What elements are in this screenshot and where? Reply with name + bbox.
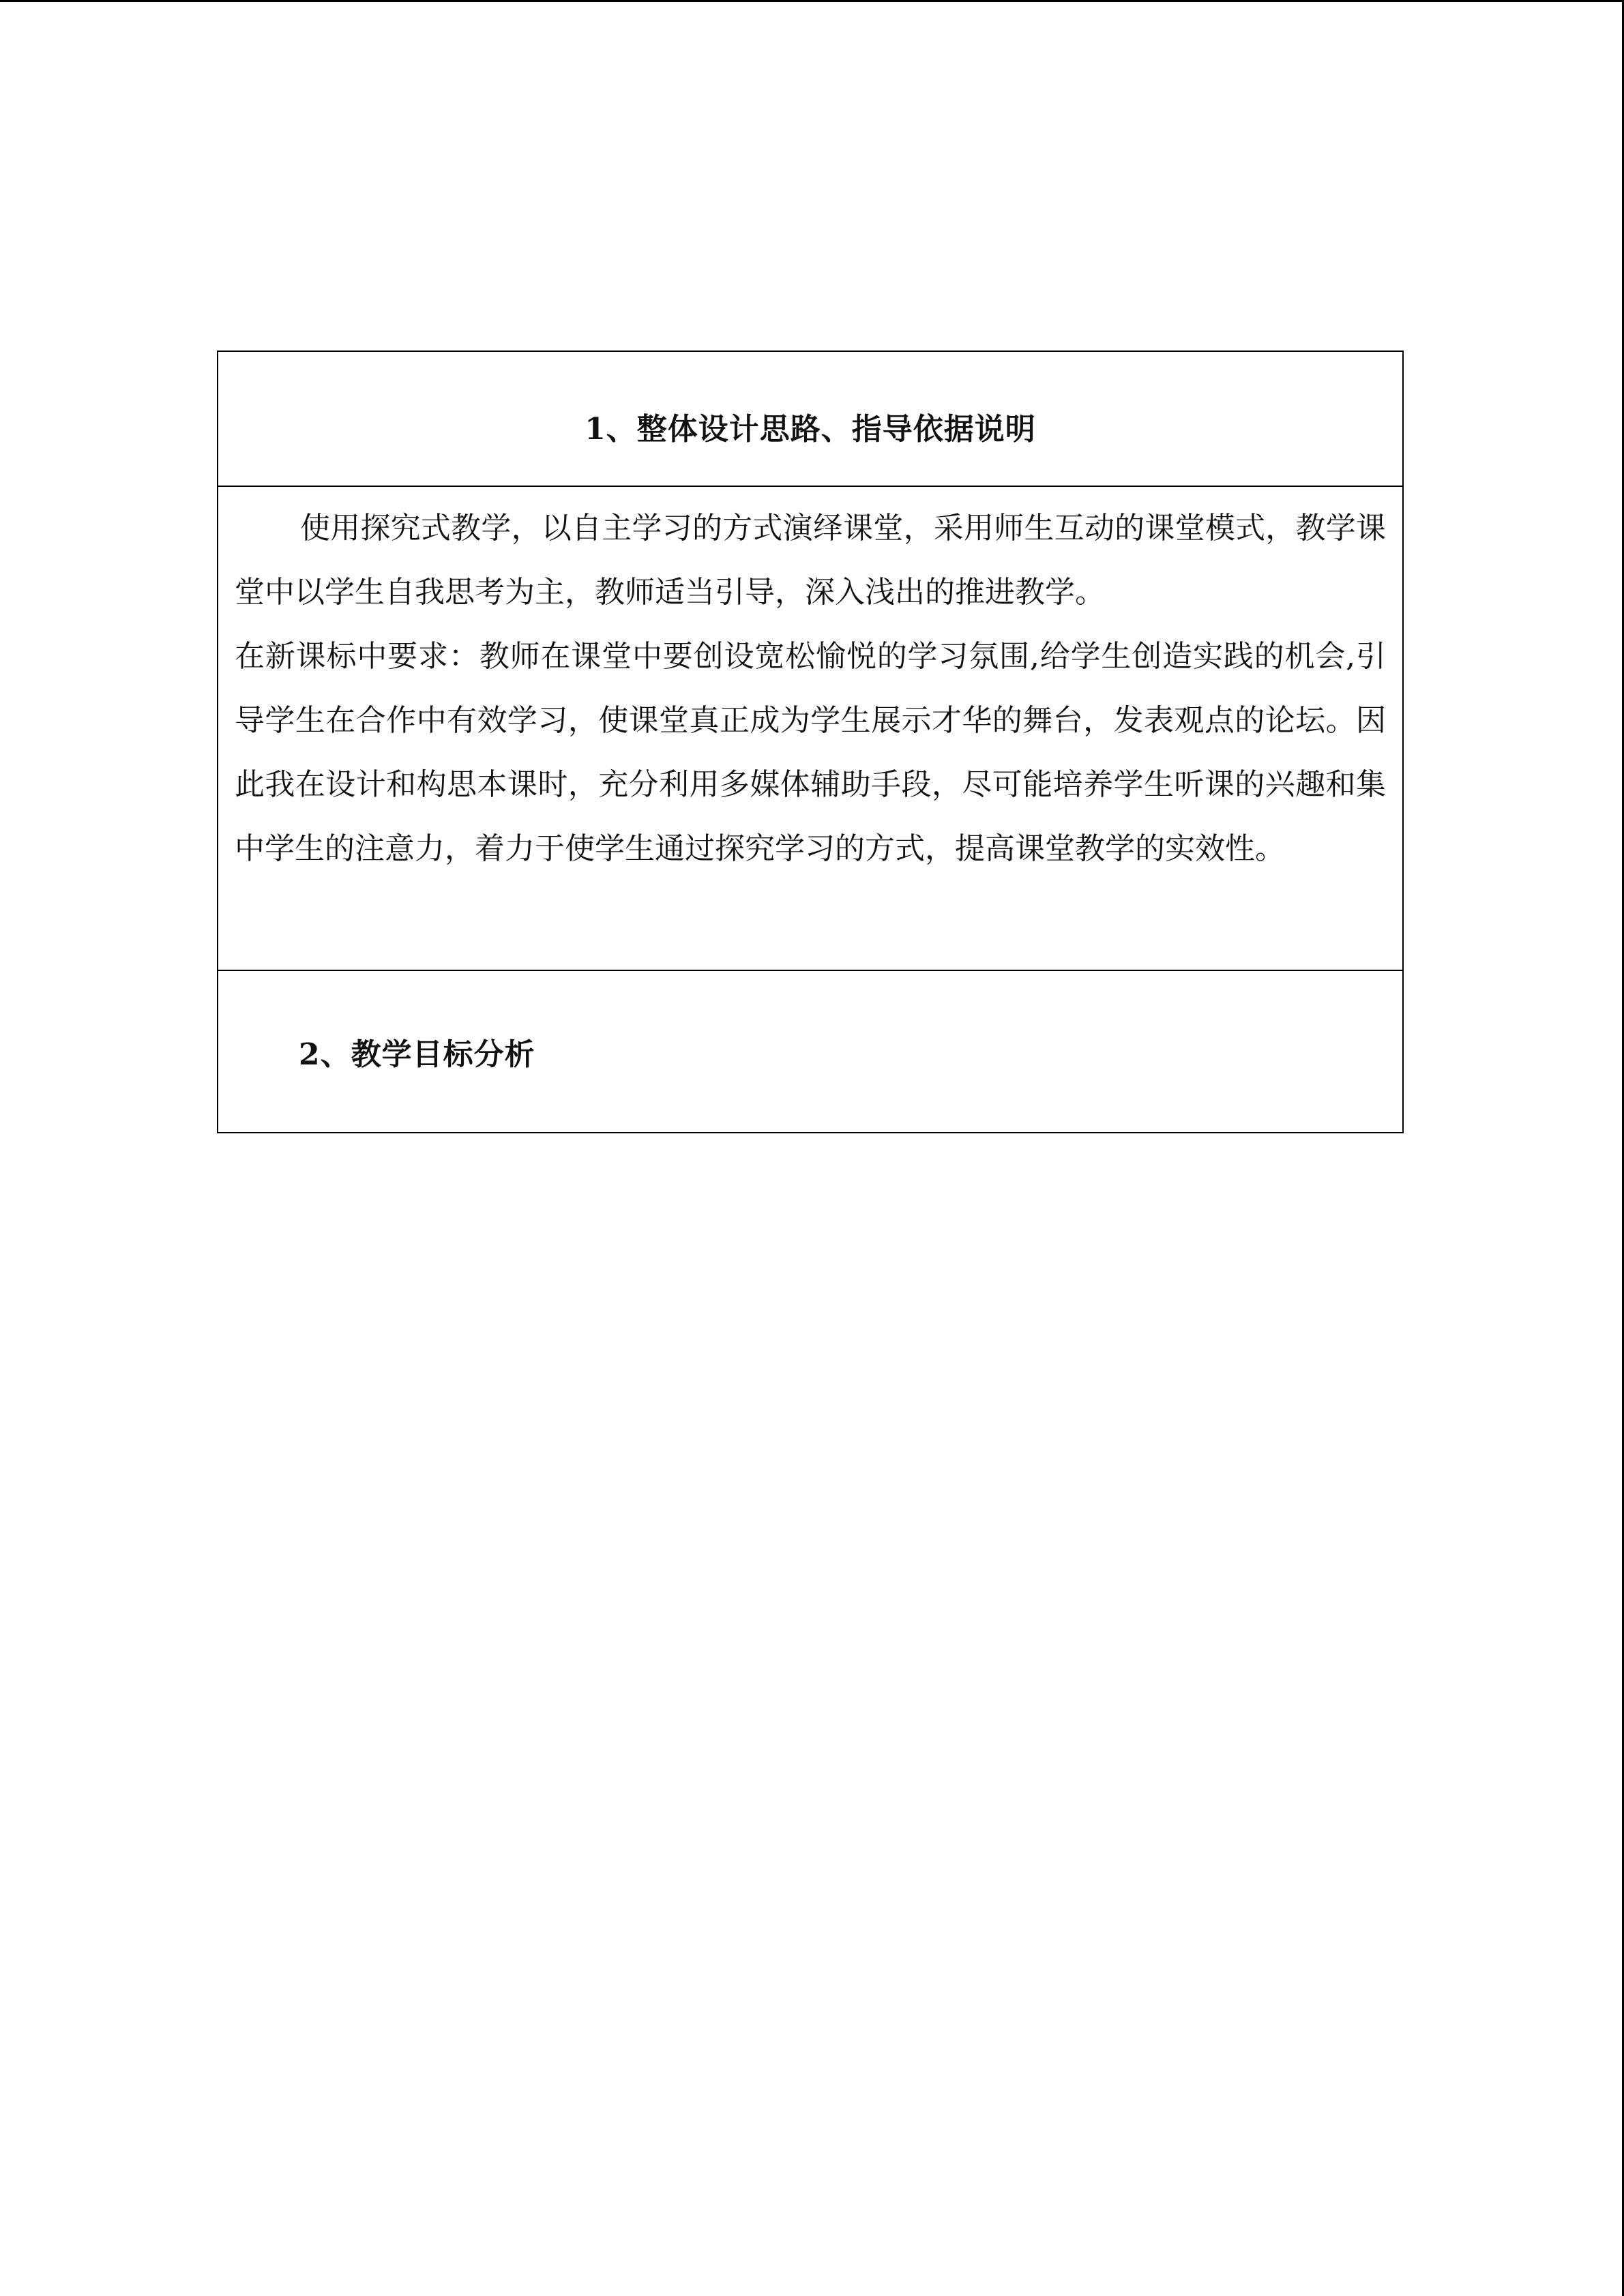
page-top-border	[0, 0, 1624, 2]
section1-heading: 1、整体设计思路、指导依据说明	[585, 412, 1036, 447]
lesson-design-table	[217, 351, 1404, 1133]
section2-heading-row	[218, 971, 1402, 1132]
section1-body-row	[218, 487, 1402, 971]
section2-heading: 2、教学目标分析	[299, 1037, 535, 1072]
section1-paragraph-1: 使用探究式教学，以自主学习的方式演绎课堂，采用师生互动的课堂模式，教学课堂中以学生自我思考为主，教师适当引导，深入浅出的推进教学。	[235, 511, 1386, 610]
section1-paragraph-2: 在新课标中要求：教师在课堂中要创设宽松愉悦的学习氛围,给学生创造实践的机会,引导学生在合作中有效学习，使课堂真正成为学生展示才华的舞台，发表观点的论坛。因此我在设计和构思本课时，充分利用多媒体辅助手段，尽可能培养学生听课的兴趣和集中学生的注意力，着力于使学生通过探究学习的方式，提高课堂教学的实效性。	[235, 639, 1386, 866]
section1-heading-row	[218, 352, 1402, 487]
